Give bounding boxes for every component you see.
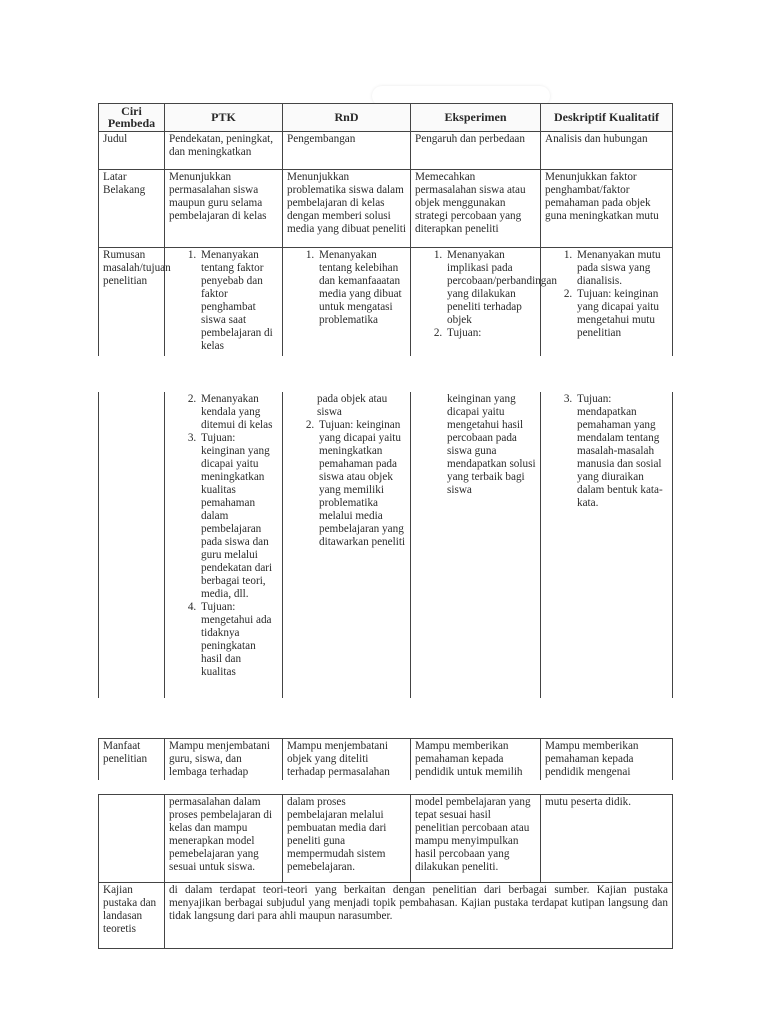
list-item: 2. Tujuan: keinginan yang dicapai yaitu meningkatkan pemahaman pada siswa atau objek yang memiliki problematika melalui media pembelajaran yang ditawarkan peneliti xyxy=(317,419,406,549)
row-label-rumusan: Rumusan masalah/tujuan penelitian xyxy=(99,248,165,356)
cell-manfaat-ptk-2: permasalahan dalam proses pembelajaran di kelas dan mampu menerapkan model pemebelajaran yang sesuai untuk siswa. xyxy=(165,795,283,883)
cell-latar-eksperimen: Memecahkan permasalahan siswa atau objek menggunakan strategi percobaan yang diterapkan peneliti xyxy=(411,170,541,248)
header-ptk: PTK xyxy=(165,104,283,132)
list-item: 3. Tujuan: keinginan yang dicapai yaitu meningkatkan kualitas pemahaman dalam pembelajaran pada siswa dan guru melalui pendekatan dari berbagai teori, media, dll. xyxy=(199,432,278,601)
list-item: 2. Tujuan: xyxy=(445,327,536,340)
row-manfaat-part-1 xyxy=(99,739,673,781)
cell-rumusan-ptk-2 xyxy=(165,392,283,698)
cell-manfaat-eksperimen-2: model pembelajaran yang tepat sesuai hasil penelitian percobaan atau mampu menyimpulkan hasil percobaan yang dilakukan peneliti. xyxy=(411,795,541,883)
list-item: 1. Menanyakan tentang kelebihan dan kemanfaaatan media yang dibuat untuk mengatasi problematika xyxy=(317,249,406,327)
list-item: 1. Menanyakan mutu pada siswa yang dianalisis. xyxy=(575,249,668,288)
list-rumusan-deskriptif-2 xyxy=(545,393,668,510)
cell-rumusan-eksperimen-1 xyxy=(411,248,557,356)
row-label-kajian: Kajian pustaka dan landasan teoretis xyxy=(99,883,165,949)
list-item: 2. Tujuan: keinginan yang dicapai yaitu mengetahui mutu penelitian xyxy=(575,288,668,340)
cell-manfaat-rnd-1: Mampu menjembatani objek yang diteliti terhadap permasalahan xyxy=(283,739,411,781)
row-manfaat-part-2 xyxy=(99,795,673,883)
list-item: 1. Menanyakan tentang faktor penyebab dan faktor penghambat siswa saat pembelajaran di kelas xyxy=(199,249,278,353)
row-label-judul: Judul xyxy=(99,132,165,170)
cell-rumusan-rnd-2 xyxy=(283,392,411,698)
list-rumusan-eksperimen-1 xyxy=(415,249,557,340)
cell-rumusan-deskriptif-2 xyxy=(541,392,673,698)
cell-rumusan-rnd-1 xyxy=(283,248,411,356)
cell-manfaat-label-cont xyxy=(99,795,165,883)
cell-manfaat-deskriptif-1: Mampu memberikan pemahaman kepada pendidik mengenai xyxy=(541,739,673,781)
comparison-table-part-3 xyxy=(98,738,673,780)
cell-kajian-text: di dalam terdapat teori-teori yang berkaitan dengan penelitian dari berbagai sumber. Kajian pustaka menyajikan berbagai subjudul yang menjadi topik pembahasan. Kajian pustaka terdapat kutipan langsung dan tidak langsung dari para ahli maupun narasumber. xyxy=(165,883,673,949)
row-label-latar: Latar Belakang xyxy=(99,170,165,248)
list-rumusan-ptk-2 xyxy=(169,393,278,679)
row-rumusan-part-2 xyxy=(99,392,673,698)
cell-manfaat-rnd-2: dalam proses pembelajaran melalui pembuatan media dari peneliti guna mempermudah sistem pemebelajaran. xyxy=(283,795,411,883)
header-row xyxy=(99,104,673,132)
header-eksperimen: Eksperimen xyxy=(411,104,541,132)
eksperimen-continued-text: keinginan yang dicapai yaitu mengetahui hasil percobaan pada siswa guna mendapatkan solusi yang terbaik bagi siswa xyxy=(447,393,536,496)
list-item: 3. Tujuan: mendapatkan pemahaman yang mendalam tentang masalah-masalah manusia dan sosial yang diuraikan dalam bentuk kata-kata. xyxy=(575,393,668,510)
comparison-table-part-1 xyxy=(98,103,673,356)
cell-rumusan-ptk-1 xyxy=(165,248,283,356)
header-deskriptif-kualitatif: Deskriptif Kualitatif xyxy=(541,104,673,132)
list-rumusan-ptk-1 xyxy=(169,249,278,353)
cell-latar-deskriptif: Menunjukkan faktor penghambat/faktor pemahaman pada objek guna meningkatkan mutu xyxy=(541,170,673,248)
rnd-continued-text: pada objek atau siswa xyxy=(317,393,388,418)
header-ciri-pembeda: Ciri Pembeda xyxy=(99,104,165,132)
row-kajian xyxy=(99,883,673,949)
row-judul xyxy=(99,132,673,170)
list-rumusan-deskriptif-1 xyxy=(545,249,668,340)
row-latar-belakang xyxy=(99,170,673,248)
cell-judul-ptk: Pendekatan, peningkat, dan meningkatkan xyxy=(165,132,283,170)
cell-judul-deskriptif: Analisis dan hubungan xyxy=(541,132,673,170)
list-rumusan-rnd-2 xyxy=(287,419,406,549)
row-label-manfaat: Manfaat penelitian xyxy=(99,739,165,781)
list-item: 2. Menanyakan kendala yang ditemui di kelas xyxy=(199,393,278,432)
list-item: 1. Menanyakan implikasi pada percobaan/perbandingan yang dilakukan peneliti terhadap objek xyxy=(445,249,536,327)
cell-manfaat-deskriptif-2: mutu peserta didik. xyxy=(541,795,673,883)
row-rumusan-part-1 xyxy=(99,248,673,356)
cell-latar-ptk: Menunjukkan permasalahan siswa maupun guru selama pembelajaran di kelas xyxy=(165,170,283,248)
list-rumusan-rnd-1 xyxy=(287,249,406,327)
header-rnd: RnD xyxy=(283,104,411,132)
cell-rumusan-label-cont xyxy=(99,392,165,698)
cell-latar-rnd: Menunjukkan problematika siswa dalam pembelajaran di kelas dengan memberi solusi media yang dibuat peneliti xyxy=(283,170,411,248)
cell-rumusan-deskriptif-1 xyxy=(541,248,673,356)
comparison-table-part-2 xyxy=(98,392,673,698)
cell-manfaat-ptk-1: Mampu menjembatani guru, siswa, dan lembaga terhadap xyxy=(165,739,283,781)
cell-rumusan-eksperimen-2 xyxy=(411,392,541,698)
cell-judul-eksperimen: Pengaruh dan perbedaan xyxy=(411,132,541,170)
cell-manfaat-eksperimen-1: Mampu memberikan pemahaman kepada pendidik untuk memilih xyxy=(411,739,541,781)
comparison-table-part-4 xyxy=(98,794,673,949)
list-item: 4. Tujuan: mengetahui ada tidaknya peningkatan hasil dan kualitas xyxy=(199,601,278,679)
cell-judul-rnd: Pengembangan xyxy=(283,132,411,170)
